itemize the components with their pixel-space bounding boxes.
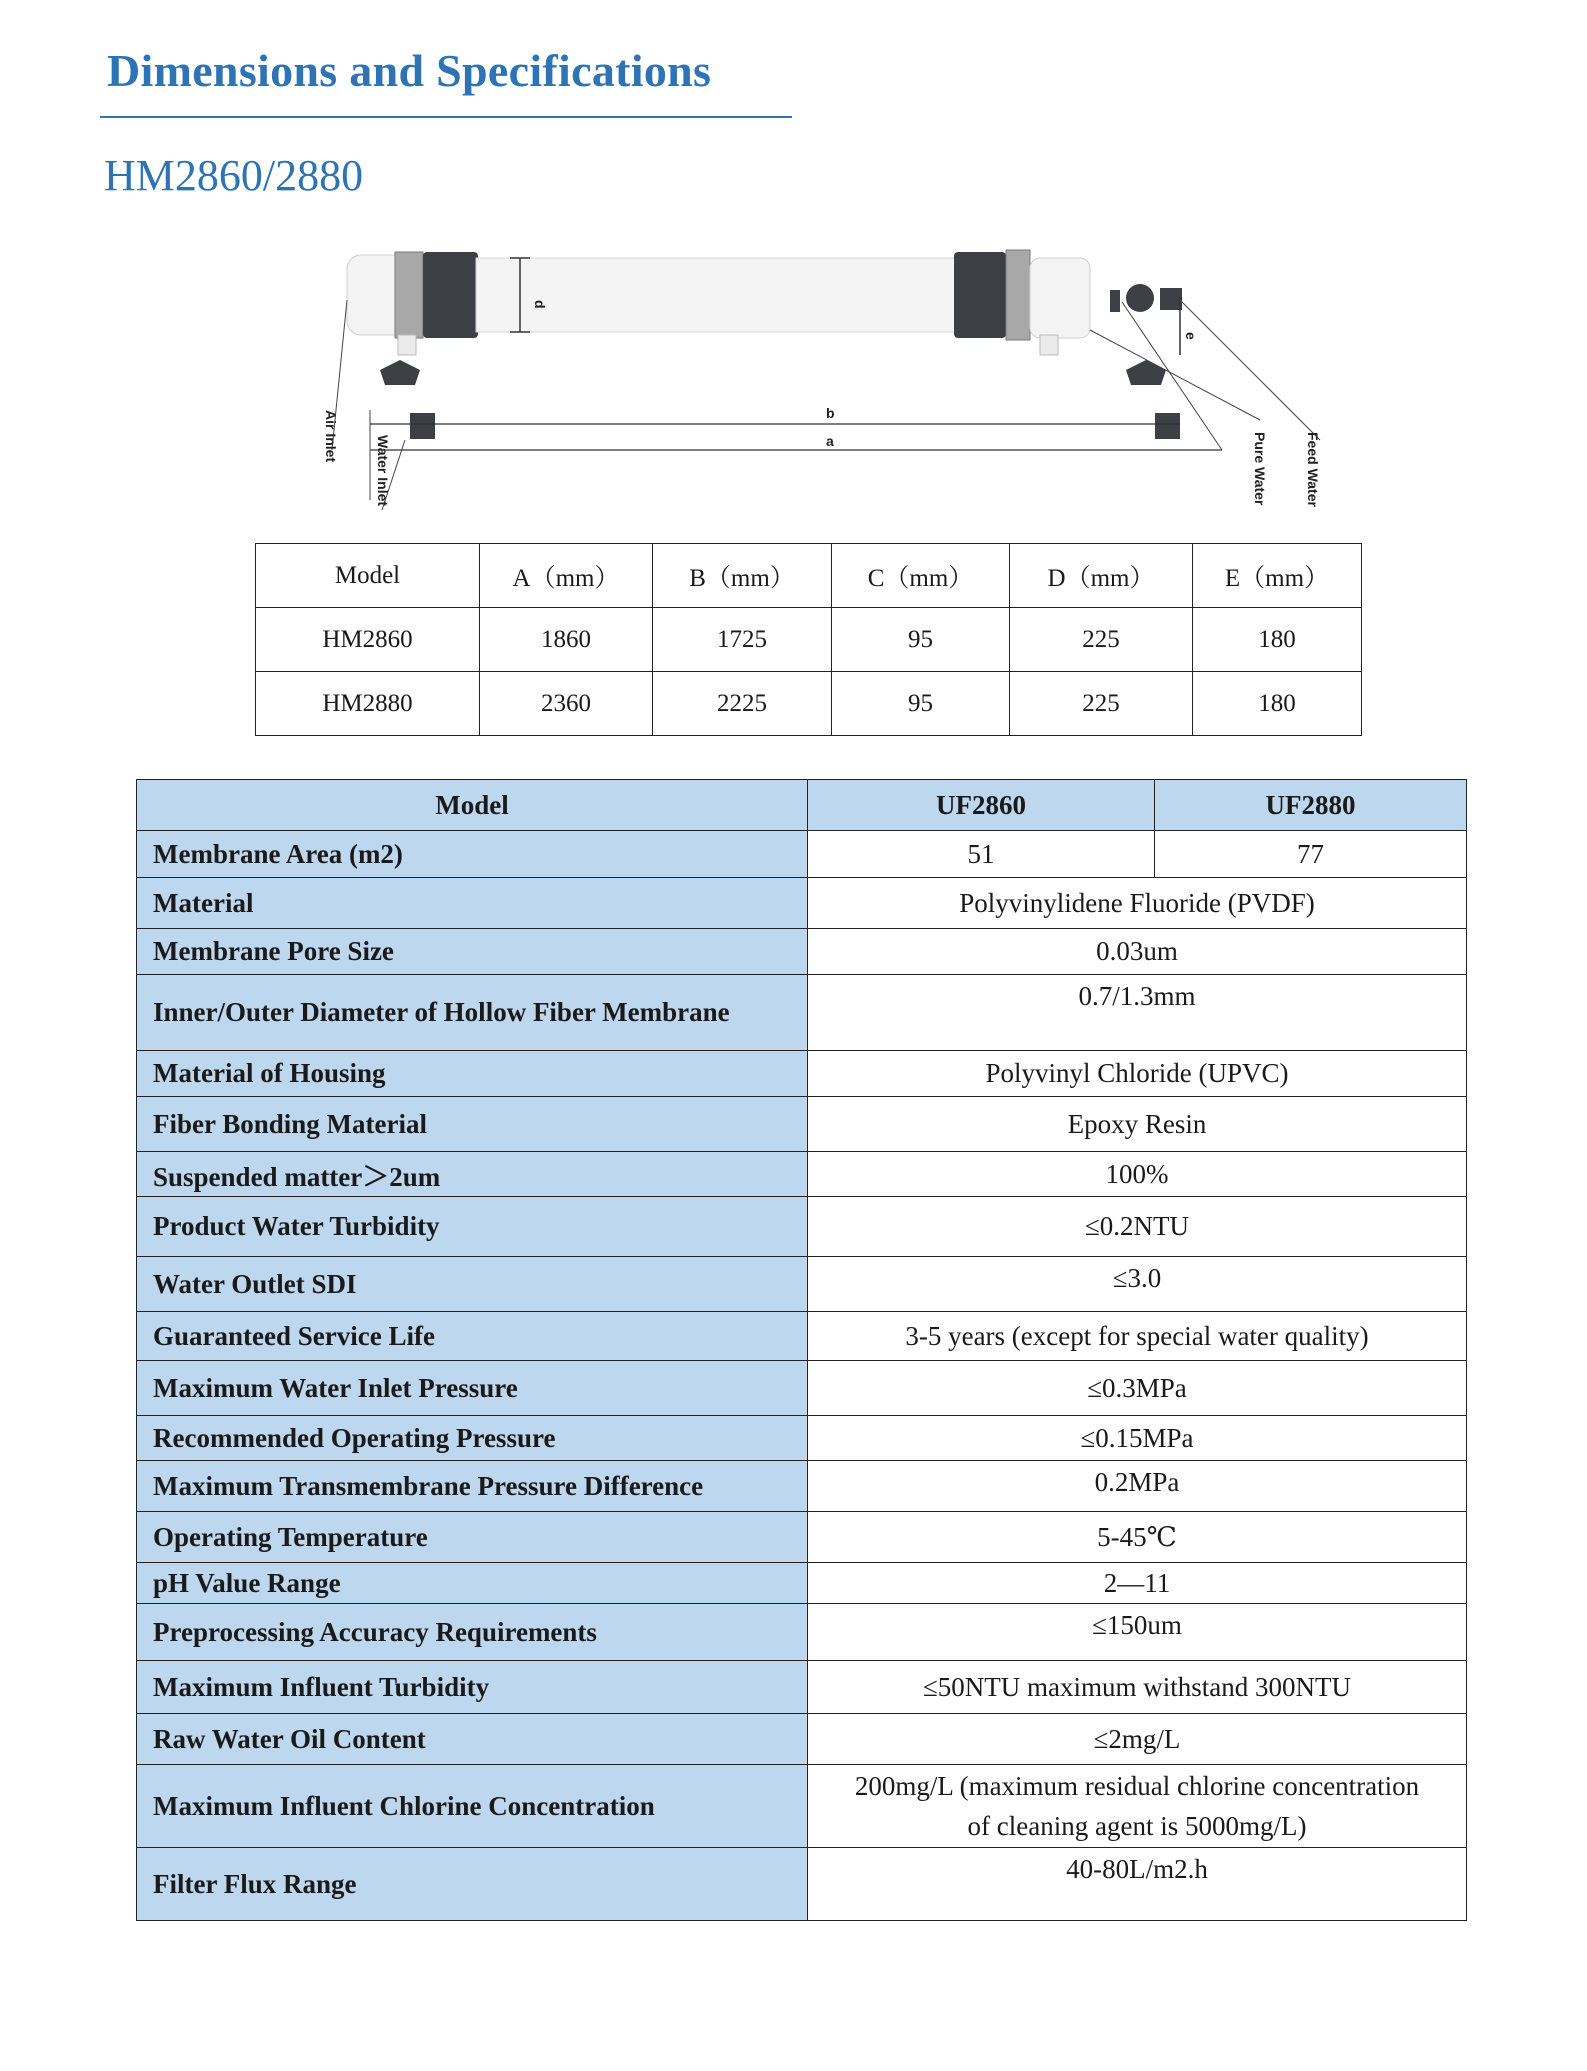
dim-cell: 2360 [480,672,653,736]
table-row [137,1257,1467,1312]
spec-value: ≤0.2NTU [808,1197,1467,1257]
dim-header-b: B（mm） [653,544,832,608]
spec-value: ≤50NTU maximum withstand 300NTU [808,1661,1467,1714]
spec-value: 77 [1155,831,1467,878]
spec-value: 5-45℃ [808,1512,1467,1563]
dim-cell: 225 [1010,608,1193,672]
table-row [137,1848,1467,1921]
right-clamp [1006,250,1030,340]
spec-value: 2—11 [808,1563,1467,1604]
spec-value: 40-80L/m2.h [808,1848,1467,1921]
spec-label: Maximum Transmembrane Pressure Difference [137,1461,808,1512]
dimensions-header-row [256,544,1362,608]
membrane-module-diagram [310,240,1350,520]
dim-cell: 95 [832,608,1010,672]
table-row [137,1051,1467,1097]
spec-label: pH Value Range [137,1563,808,1604]
housing-body [476,258,956,332]
feed-water-label: Feed Water [1305,432,1321,507]
spec-value: 0.03um [808,929,1467,975]
table-row [137,1604,1467,1661]
dim-a-label: a [826,433,834,449]
spec-header-uf2880: UF2880 [1155,780,1467,831]
table-row [137,1197,1467,1257]
table-row [137,1361,1467,1416]
spec-value-line: 200mg/L (maximum residual chlorine concentration [854,1770,1420,1801]
spec-label: Maximum Influent Turbidity [137,1661,808,1714]
table-row [137,1765,1467,1848]
right-end-cap [1030,258,1090,338]
table-row [137,1714,1467,1765]
dim-cell: 1860 [480,608,653,672]
dim-cell: 180 [1193,672,1362,736]
spec-value: ≤0.15MPa [808,1416,1467,1461]
spec-label: Material of Housing [137,1051,808,1097]
table-row [137,1416,1467,1461]
table-row [137,975,1467,1051]
page-subtitle: HM2860/2880 [104,151,364,200]
spec-value: ≤2mg/L [808,1714,1467,1765]
air-inlet-label: Air Inlet [323,410,339,463]
spec-header-model: Model [137,780,808,831]
right-port-fitting [1126,360,1166,385]
right-port-socket [1155,413,1180,439]
dim-header-e: E（mm） [1193,544,1362,608]
title-divider [100,116,792,118]
spec-value: ≤0.3MPa [808,1361,1467,1416]
table-row [137,1661,1467,1714]
dim-cell: HM2860 [256,608,480,672]
dim-cell: 225 [1010,672,1193,736]
dim-cell: 95 [832,672,1010,736]
right-band [954,252,1006,338]
left-port-fitting [380,360,420,385]
membrane-module-drawing [310,240,1350,520]
spec-label: Inner/Outer Diameter of Hollow Fiber Membrane [137,975,808,1051]
table-row [137,1152,1467,1197]
dim-header-model: Model [256,544,480,608]
spec-label: Guaranteed Service Life [137,1312,808,1361]
spec-label: Fiber Bonding Material [137,1097,808,1152]
table-row [137,1097,1467,1152]
table-row [137,1461,1467,1512]
spec-value: Polyvinylidene Fluoride (PVDF) [808,878,1467,929]
spec-label: Maximum Influent Chlorine Concentration [137,1765,808,1848]
spec-label: Material [137,878,808,929]
water-inlet-label: Water Inlet [375,435,391,507]
table-row [256,608,1362,672]
left-clamp [395,252,423,338]
pure-water-label: Pure Water [1252,432,1268,506]
spec-value: 51 [808,831,1155,878]
table-row [137,1563,1467,1604]
spec-value: Polyvinyl Chloride (UPVC) [808,1051,1467,1097]
spec-value [808,1765,1467,1848]
spec-value: 100% [808,1152,1467,1197]
left-port-socket [410,413,435,439]
table-row [137,1312,1467,1361]
table-row [137,1512,1467,1563]
spec-value: Epoxy Resin [808,1097,1467,1152]
spec-label: Preprocessing Accuracy Requirements [137,1604,808,1661]
spec-header-row [137,780,1467,831]
specifications-table [136,779,1467,1921]
page-title: Dimensions and Specifications [107,45,712,96]
spec-value: ≤3.0 [808,1257,1467,1312]
table-row [137,878,1467,929]
spec-label: Suspended matter＞2um [137,1152,808,1197]
spec-value: 0.7/1.3mm [808,975,1467,1051]
dim-cell: HM2880 [256,672,480,736]
spec-label: Operating Temperature [137,1512,808,1563]
outlet-valve [1126,284,1154,312]
dimensions-table [255,543,1362,736]
dim-cell: 1725 [653,608,832,672]
spec-label: Recommended Operating Pressure [137,1416,808,1461]
spec-header-uf2860: UF2860 [808,780,1155,831]
table-row [256,672,1362,736]
spec-label: Water Outlet SDI [137,1257,808,1312]
table-row [137,831,1467,878]
table-row [137,929,1467,975]
spec-label: Filter Flux Range [137,1848,808,1921]
spec-label: Membrane Pore Size [137,929,808,975]
spec-value: ≤150um [808,1604,1467,1661]
spec-label: Product Water Turbidity [137,1197,808,1257]
dim-cell: 180 [1193,608,1362,672]
dim-header-c: C（mm） [832,544,1010,608]
spec-value: 0.2MPa [808,1461,1467,1512]
spec-label: Raw Water Oil Content [137,1714,808,1765]
dim-header-a: A（mm） [480,544,653,608]
dim-d-label: d [532,300,548,309]
dim-e-label: e [1183,332,1199,340]
left-band [423,252,478,338]
dim-header-d: D（mm） [1010,544,1193,608]
spec-label: Membrane Area (m2) [137,831,808,878]
spec-label: Maximum Water Inlet Pressure [137,1361,808,1416]
dim-cell: 2225 [653,672,832,736]
spec-value-line: of cleaning agent is 5000mg/L) [967,1811,1307,1841]
spec-value: 3-5 years (except for special water quality) [808,1312,1467,1361]
dim-b-label: b [826,405,835,421]
